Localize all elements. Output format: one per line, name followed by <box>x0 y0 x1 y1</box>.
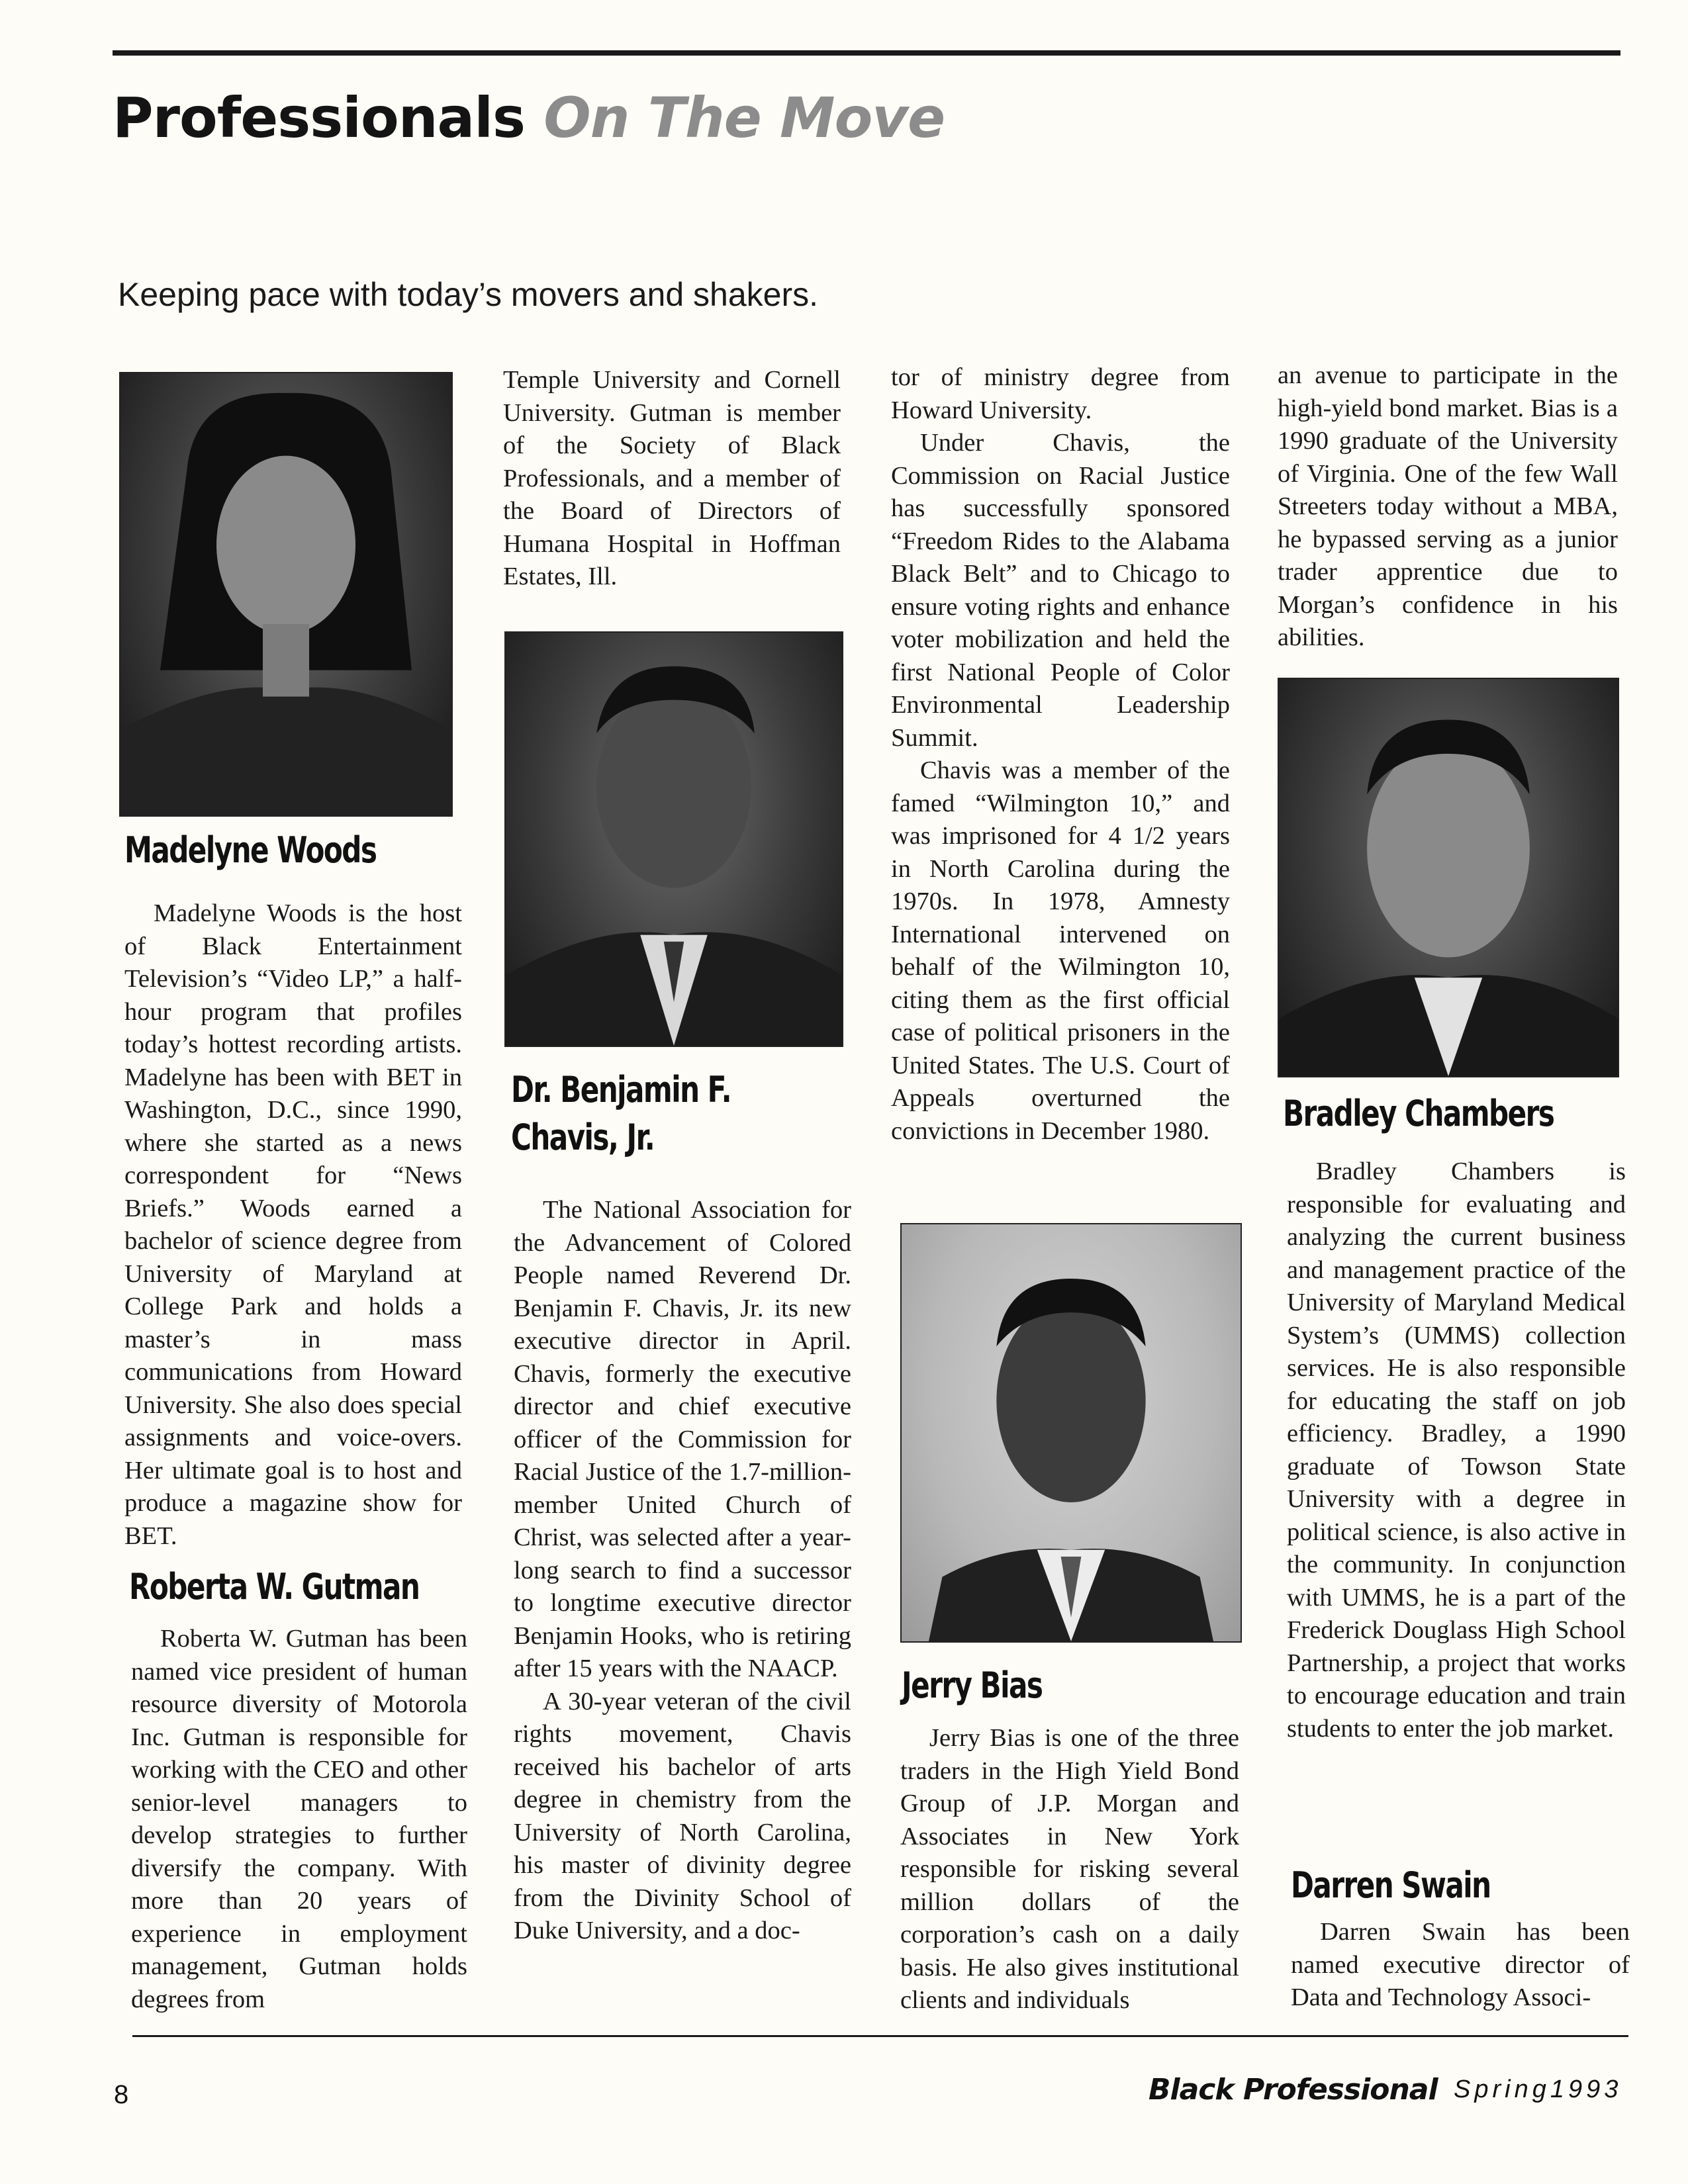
paragraph: Under Chavis, the Commission on Racial Justice has successfully sponsored “Freedom Rides to the Alabama Black Belt” and to Chicago to ensure voting rights and enhance voter mobilization and held the first National People of Color Environmental Leadership Summit. <box>891 429 1230 752</box>
name-jerry-bias: Jerry Bias <box>902 1664 1043 1706</box>
bio-bradley-chambers <box>1287 1156 1626 1745</box>
photo-jerry-bias <box>900 1223 1242 1643</box>
page-subtitle: Keeping pace with today’s movers and shakers. <box>118 276 819 313</box>
paragraph: Jerry Bias is one of the three traders in the High Yield Bond Group of J.P. Morgan and Associates in New York responsible for risking several million dollars of the corporation’s cash on a daily basis. He also gives institutional clients and individuals <box>900 1724 1239 2014</box>
photo-bradley-chambers <box>1278 678 1619 1077</box>
top-rule <box>113 50 1620 56</box>
photo-madelyne-woods <box>119 372 453 817</box>
paragraph: The National Association for the Advancement of Colored People named Reverend Dr. Benjamin F. Chavis, Jr. its new executive director in April. Chavis, formerly the executive director and chief executive officer of the Commission for Racial Justice of the 1.7-million-member United Church of Christ, was selected after a year-long search to find a successor to longtime executive director Benjamin Hooks, who is retiring after 15 years with the NAACP. <box>514 1196 851 1682</box>
name-darren-swain: Darren Swain <box>1291 1864 1491 1906</box>
issue-date: Spring1993 <box>1454 2075 1622 2103</box>
name-madelyne-woods: Madelyne Woods <box>124 829 377 871</box>
paragraph: an avenue to participate in the high-yield bond market. Bias is a 1990 graduate of the University of Virginia. One of the few Wall Streeters today without a MBA, he bypassed serving as a junior trader apprentice due to Morgan’s confidence in his abilities. <box>1278 361 1618 651</box>
page-title <box>113 85 945 150</box>
bio-jerry-bias-continued <box>1278 359 1618 655</box>
bio-jerry-bias <box>900 1722 1239 2017</box>
title-part-2: On The Move <box>543 85 945 150</box>
paragraph: Bradley Chambers is responsible for evaluating and analyzing the current business and management practice of the University of Maryland Medical System’s (UMMS) collection services. He is also responsible for educating the staff on job efficiency. Bradley, a 1990 graduate of Towson State University with a degree in political science, is also active in the community. In conjunction with UMMS, he is a part of the Frederick Douglass High School Partnership, a project that works to encourage education and train students to enter the job market. <box>1287 1158 1626 1743</box>
photo-benjamin-chavis <box>504 631 843 1047</box>
name-bradley-chambers: Bradley Chambers <box>1283 1093 1554 1134</box>
paragraph: A 30-year veteran of the civil rights movement, Chavis received his bachelor of arts degree in chemistry from the University of North Carolina, his master of divinity degree from the Divinity School of Duke University, and a doc- <box>514 1687 851 1944</box>
paragraph: Temple University and Cornell University. Gutman is member of the Society of Black Professionals, and a member of the Board of Directors of Humana Hospital in Hoffman Estates, Ill. <box>503 366 841 590</box>
bio-roberta-gutman-continued <box>503 364 841 594</box>
name-roberta-gutman: Roberta W. Gutman <box>129 1566 420 1608</box>
magazine-name: Black Professional <box>1149 2073 1438 2107</box>
name-benjamin-chavis-line1: Dr. Benjamin F. <box>511 1069 731 1111</box>
bio-roberta-gutman <box>131 1623 467 2016</box>
bottom-rule <box>132 2035 1628 2037</box>
paragraph: tor of ministry degree from Howard University. <box>891 363 1230 424</box>
bio-madelyne-woods <box>124 897 462 1553</box>
bio-darren-swain <box>1291 1916 1630 2015</box>
title-part-1: Professionals <box>113 85 525 150</box>
paragraph: Roberta W. Gutman has been named vice president of human resource diversity of Motorola Inc. Gutman is responsible for working with the CEO and other senior-level managers to develop strategies to further diversify the company. With more than 20 years of experience in employment management, Gutman holds degrees from <box>131 1625 467 2013</box>
bio-benjamin-chavis-continued <box>891 361 1230 1148</box>
paragraph: Chavis was a member of the famed “Wilmington 10,” and was imprisoned for 4 1/2 years in North Carolina during the 1970s. In 1978, Amnesty International intervened on behalf of the Wilmington 10, citing them as the first official case of political prisoners in the United States. The U.S. Court of Appeals overturned the convictions in December 1980. <box>891 756 1230 1145</box>
paragraph: Madelyne Woods is the host of Black Entertainment Television’s “Video LP,” a half-hour program that profiles today’s hottest recording artists. Madelyne has been with BET in Washington, D.C., since 1990, where she started as a news correspondent for “News Briefs.” Woods earned a bachelor of science degree from University of Maryland at College Park and holds a master’s in mass communications from Howard University. She also does special assignments and voice-overs. Her ultimate goal is to host and produce a magazine show for BET. <box>124 899 462 1550</box>
paragraph: Darren Swain has been named executive director of Data and Technology Associ- <box>1291 1918 1630 2011</box>
bio-benjamin-chavis <box>514 1194 851 1948</box>
name-benjamin-chavis-line2: Chavis, Jr. <box>511 1116 655 1158</box>
page-number: 8 <box>114 2080 129 2109</box>
